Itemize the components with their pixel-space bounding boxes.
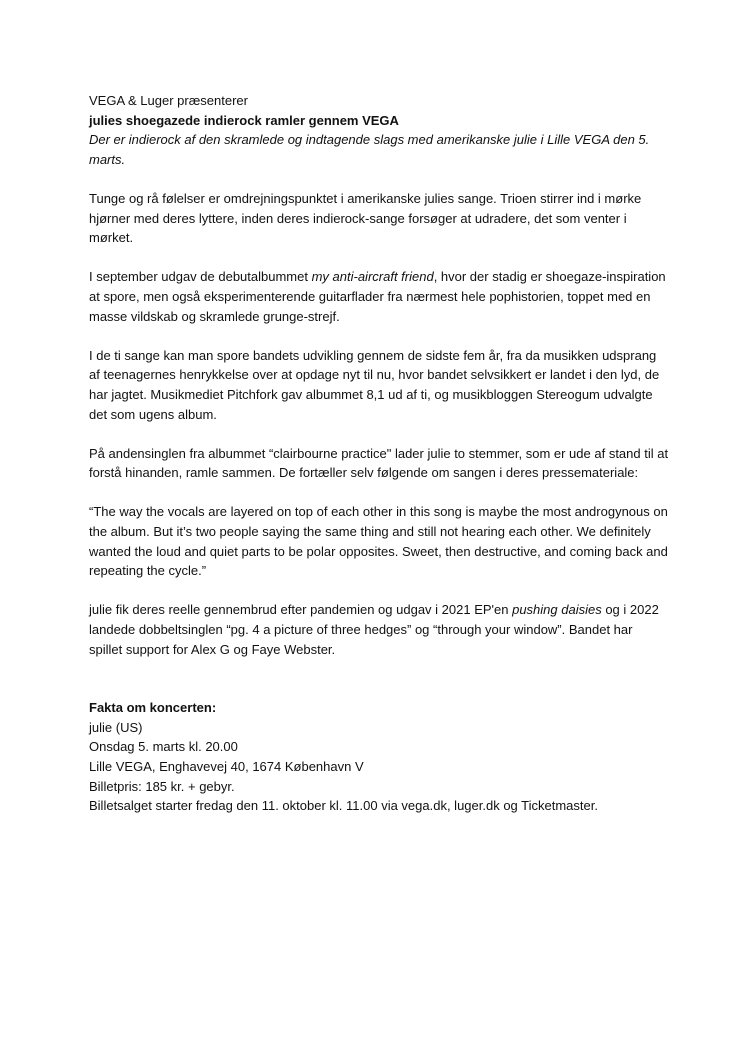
facts-ticket-sale: Billetsalget starter fredag den 11. oktober kl. 11.00 via vega.dk, luger.dk og Ticketmaster. bbox=[89, 798, 598, 814]
subheadline: Der er indierock af den skramlede og indtagende slags med amerikanske julie i Lille VEGA den 5. marts. bbox=[89, 132, 650, 167]
facts-date: Onsdag 5. marts kl. 20.00 bbox=[89, 739, 238, 755]
paragraph-single: På andensinglen fra albummet “clairbourne practice" lader julie to stemmer, som er ude af stand til at forstå hinanden, ramle sammen. De fortæller selv følgende om sangen i deres pressemateriale: bbox=[89, 445, 669, 481]
facts-price: Billetpris: 185 kr. + gebyr. bbox=[89, 778, 235, 794]
album-title: my anti-aircraft friend bbox=[311, 269, 434, 285]
album-text-after: , hvor der stadig er shoegaze-inspiration at spore, men også eksperimenterende guitarflader fra nærmest hele pophistorien, toppet med en masse vildskab og skramlede grunge-strejf. bbox=[89, 269, 666, 324]
ep-title: pushing daisies bbox=[512, 602, 602, 618]
press-release bbox=[89, 91, 669, 816]
album-text-before: I september udgav de debutalbummet bbox=[89, 269, 312, 285]
breakthrough-text-before: julie fik deres reelle gennembrud efter pandemien og udgav i 2021 EP'en bbox=[89, 602, 513, 618]
facts-venue: Lille VEGA, Enghavevej 40, 1674 København V bbox=[89, 759, 364, 774]
paragraph-breakthrough bbox=[89, 600, 669, 659]
paragraph-album bbox=[89, 267, 669, 326]
presenter-line: VEGA & Luger præsenterer bbox=[89, 93, 248, 108]
breakthrough-text-after: og i 2022 landede dobbeltsinglen “pg. 4 a picture of three hedges” og “through your window”. Bandet har spillet support for Alex G og Faye Webster. bbox=[89, 602, 659, 657]
band-quote: “The way the vocals are layered on top of each other in this song is maybe the most androgynous on the album. But it’s two people saying the same thing and still not hearing each other. We definitely wanted the loud and quiet parts to be polar opposites. Sweet, then destructive, and coming back and repeating the cycle.” bbox=[89, 504, 668, 579]
paragraph-intro: Tunge og rå følelser er omdrejningspunktet i amerikanske julies sange. Trioen stirrer ind i mørke hjørner med deres lyttere, inden deres indierock-sange forsøger at udradere, det som venter i mørket. bbox=[89, 190, 642, 246]
facts-heading: Fakta om koncerten: bbox=[89, 700, 217, 716]
paragraph-songs: I de ti sange kan man spore bandets udvikling gennem de sidste fem år, fra da musikken udsprang af teenagernes henrykkelse over at opdage nyt til nu, hvor bandet selvsikkert er landet i den lyd, de har jagtet. Musikmediet Pitchfork gav albummet 8,1 ud af ti, og musikbloggen Stereogum udvalgte det som ugens album. bbox=[89, 347, 660, 422]
headline: julies shoegazede indierock ramler gennem VEGA bbox=[89, 112, 399, 128]
facts-artist: julie (US) bbox=[89, 719, 143, 735]
